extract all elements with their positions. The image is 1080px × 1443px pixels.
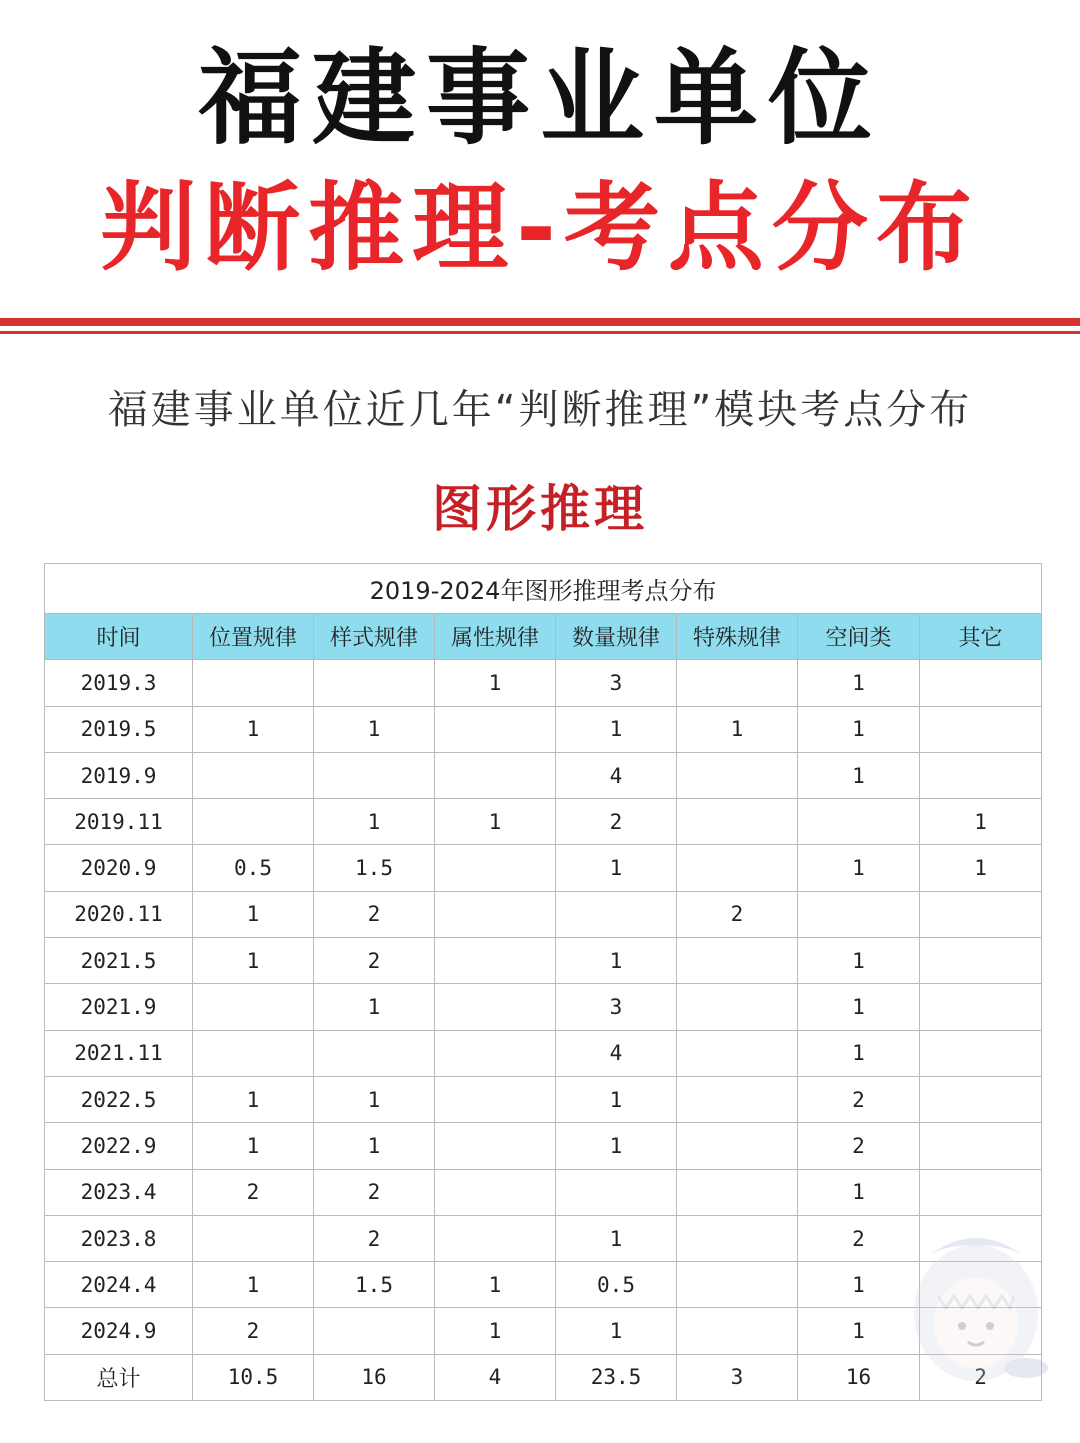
value-cell: 1 <box>314 1076 435 1122</box>
table-row <box>45 1215 1042 1261</box>
value-cell: 2 <box>193 1308 314 1354</box>
value-cell: 2 <box>556 799 677 845</box>
value-cell <box>677 1169 798 1215</box>
table-row <box>45 1030 1042 1076</box>
value-cell <box>677 1215 798 1261</box>
column-header: 特殊规律 <box>677 614 798 660</box>
value-cell: 1 <box>193 706 314 752</box>
value-cell <box>677 938 798 984</box>
date-cell: 2019.9 <box>45 752 193 798</box>
value-cell <box>798 799 920 845</box>
value-cell: 2 <box>314 1169 435 1215</box>
value-cell: 1 <box>920 845 1042 891</box>
total-value: 16 <box>314 1354 435 1400</box>
date-cell: 2021.11 <box>45 1030 193 1076</box>
table-row <box>45 984 1042 1030</box>
table-row <box>45 706 1042 752</box>
value-cell <box>920 1123 1042 1169</box>
column-header: 其它 <box>920 614 1042 660</box>
value-cell: 1 <box>677 706 798 752</box>
value-cell: 4 <box>556 752 677 798</box>
value-cell <box>677 660 798 706</box>
value-cell <box>435 1076 556 1122</box>
value-cell: 1 <box>556 1123 677 1169</box>
value-cell: 1 <box>314 984 435 1030</box>
section-title: 图形推理 <box>432 480 648 538</box>
table-body <box>45 660 1042 1401</box>
value-cell: 2 <box>314 891 435 937</box>
value-cell <box>314 752 435 798</box>
value-cell: 1 <box>798 938 920 984</box>
column-header: 位置规律 <box>193 614 314 660</box>
total-value: 3 <box>677 1354 798 1400</box>
value-cell: 1 <box>556 706 677 752</box>
page-subtitle: 判断推理-考点分布 <box>100 172 980 284</box>
value-cell: 1 <box>435 799 556 845</box>
value-cell: 1 <box>798 1030 920 1076</box>
value-cell <box>920 1076 1042 1122</box>
value-cell <box>435 706 556 752</box>
value-cell <box>193 660 314 706</box>
value-cell <box>677 1076 798 1122</box>
table-row <box>45 752 1042 798</box>
value-cell <box>920 660 1042 706</box>
value-cell <box>435 752 556 798</box>
value-cell: 2 <box>314 938 435 984</box>
total-value: 2 <box>920 1354 1042 1400</box>
value-cell <box>920 1215 1042 1261</box>
value-cell <box>556 1169 677 1215</box>
value-cell <box>193 984 314 1030</box>
total-value: 16 <box>798 1354 920 1400</box>
value-cell: 1 <box>193 1123 314 1169</box>
value-cell <box>314 660 435 706</box>
value-cell <box>920 1262 1042 1308</box>
value-cell: 0.5 <box>556 1262 677 1308</box>
value-cell: 1 <box>798 660 920 706</box>
value-cell: 1.5 <box>314 1262 435 1308</box>
value-cell: 1 <box>193 1076 314 1122</box>
total-value: 4 <box>435 1354 556 1400</box>
total-value: 10.5 <box>193 1354 314 1400</box>
date-cell: 2024.4 <box>45 1262 193 1308</box>
value-cell <box>677 845 798 891</box>
value-cell: 4 <box>556 1030 677 1076</box>
column-header: 空间类 <box>798 614 920 660</box>
table-row <box>45 1123 1042 1169</box>
date-cell: 2019.5 <box>45 706 193 752</box>
date-cell: 2021.5 <box>45 938 193 984</box>
value-cell: 1 <box>435 660 556 706</box>
table-row <box>45 1308 1042 1354</box>
table-row <box>45 799 1042 845</box>
table-row <box>45 938 1042 984</box>
value-cell <box>920 1308 1042 1354</box>
value-cell: 1 <box>798 706 920 752</box>
value-cell <box>677 799 798 845</box>
value-cell <box>193 1215 314 1261</box>
value-cell <box>435 1123 556 1169</box>
value-cell: 0.5 <box>193 845 314 891</box>
divider-thin <box>0 331 1080 334</box>
value-cell: 2 <box>798 1076 920 1122</box>
value-cell <box>920 752 1042 798</box>
value-cell: 1 <box>314 1123 435 1169</box>
value-cell <box>435 938 556 984</box>
value-cell: 2 <box>798 1215 920 1261</box>
value-cell: 3 <box>556 660 677 706</box>
value-cell <box>798 891 920 937</box>
date-cell: 2020.9 <box>45 845 193 891</box>
column-header: 样式规律 <box>314 614 435 660</box>
value-cell: 1 <box>556 845 677 891</box>
value-cell: 1 <box>435 1308 556 1354</box>
date-cell: 2021.9 <box>45 984 193 1030</box>
date-cell: 2019.3 <box>45 660 193 706</box>
date-cell: 2022.9 <box>45 1123 193 1169</box>
value-cell <box>920 1169 1042 1215</box>
table-row <box>45 1076 1042 1122</box>
value-cell: 1 <box>798 1262 920 1308</box>
value-cell <box>677 1030 798 1076</box>
distribution-table <box>44 563 1042 1401</box>
value-cell: 1 <box>556 1308 677 1354</box>
value-cell: 1 <box>798 984 920 1030</box>
column-header: 属性规律 <box>435 614 556 660</box>
value-cell: 1 <box>798 752 920 798</box>
value-cell: 1 <box>798 1169 920 1215</box>
value-cell: 1 <box>193 938 314 984</box>
value-cell: 1 <box>798 845 920 891</box>
value-cell: 1 <box>435 1262 556 1308</box>
value-cell <box>435 1169 556 1215</box>
value-cell <box>314 1030 435 1076</box>
value-cell <box>920 1030 1042 1076</box>
column-header: 数量规律 <box>556 614 677 660</box>
value-cell <box>920 706 1042 752</box>
value-cell: 1 <box>556 1076 677 1122</box>
value-cell: 1 <box>314 706 435 752</box>
divider-thick <box>0 318 1080 326</box>
date-cell: 2020.11 <box>45 891 193 937</box>
table-header-row <box>45 614 1042 660</box>
value-cell <box>677 752 798 798</box>
value-cell <box>677 1262 798 1308</box>
value-cell: 2 <box>193 1169 314 1215</box>
value-cell <box>193 1030 314 1076</box>
value-cell <box>677 1308 798 1354</box>
value-cell: 1 <box>798 1308 920 1354</box>
value-cell <box>920 984 1042 1030</box>
value-cell: 2 <box>798 1123 920 1169</box>
value-cell <box>677 1123 798 1169</box>
value-cell <box>556 891 677 937</box>
value-cell: 2 <box>677 891 798 937</box>
table-row <box>45 1169 1042 1215</box>
total-row <box>45 1354 1042 1400</box>
value-cell <box>435 1215 556 1261</box>
value-cell <box>920 938 1042 984</box>
distribution-table-wrap <box>44 563 1041 1401</box>
value-cell <box>435 1030 556 1076</box>
value-cell <box>193 799 314 845</box>
table-row <box>45 660 1042 706</box>
value-cell: 1 <box>920 799 1042 845</box>
table-row <box>45 891 1042 937</box>
date-cell: 2024.9 <box>45 1308 193 1354</box>
value-cell <box>435 984 556 1030</box>
value-cell: 3 <box>556 984 677 1030</box>
date-cell: 2019.11 <box>45 799 193 845</box>
value-cell: 1 <box>556 938 677 984</box>
value-cell: 1.5 <box>314 845 435 891</box>
value-cell: 2 <box>314 1215 435 1261</box>
total-label: 总计 <box>45 1354 193 1400</box>
total-value: 23.5 <box>556 1354 677 1400</box>
value-cell <box>677 984 798 1030</box>
date-cell: 2022.5 <box>45 1076 193 1122</box>
value-cell <box>435 845 556 891</box>
intro-text: 福建事业单位近几年“判断推理”模块考点分布 <box>107 387 973 433</box>
table-caption: 2019-2024年图形推理考点分布 <box>45 564 1042 614</box>
value-cell: 1 <box>556 1215 677 1261</box>
value-cell: 1 <box>314 799 435 845</box>
value-cell <box>920 891 1042 937</box>
table-row <box>45 1262 1042 1308</box>
date-cell: 2023.4 <box>45 1169 193 1215</box>
value-cell <box>193 752 314 798</box>
value-cell: 1 <box>193 891 314 937</box>
page-title: 福建事业单位 <box>197 37 882 159</box>
value-cell <box>435 891 556 937</box>
value-cell: 1 <box>193 1262 314 1308</box>
table-row <box>45 845 1042 891</box>
column-header: 时间 <box>45 614 193 660</box>
value-cell <box>314 1308 435 1354</box>
date-cell: 2023.8 <box>45 1215 193 1261</box>
